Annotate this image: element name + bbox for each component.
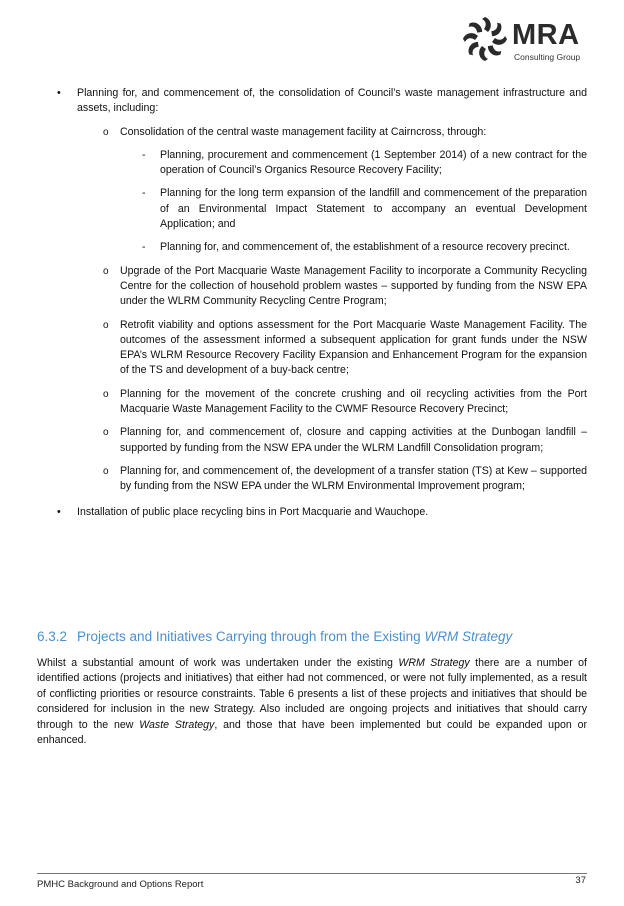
dash-list-item bbox=[120, 148, 587, 179]
circle-bullet-icon: o bbox=[103, 465, 109, 477]
dash-list-item bbox=[120, 186, 587, 232]
sub-list-item bbox=[77, 464, 587, 495]
sub-list-item-text: Planning for the movement of the concrete crushing and oil recycling activities from the Port Macquarie Waste Management Facility to the CWMF Resource Recovery Precinct; bbox=[120, 387, 587, 416]
page-number: 37 bbox=[575, 875, 586, 886]
circle-bullet-icon: o bbox=[103, 427, 109, 439]
sub-list-item-text: Upgrade of the Port Macquarie Waste Management Facility to incorporate a Community Recycling Centre for the collection of household problem wastes – supported by funding from the NSW EPA under the WLRM Community Recycling Centre Program; bbox=[120, 264, 587, 308]
sub-list-item bbox=[77, 425, 587, 456]
list-item bbox=[37, 86, 587, 495]
sub-list-item-text: Planning for, and commencement of, the development of a transfer station (TS) at Kew – supported by funding from the NSW EPA under the WLRM Environmental Improvement program; bbox=[120, 464, 587, 493]
sub-list-item-text: Consolidation of the central waste management facility at Cairncross, through: bbox=[120, 125, 487, 138]
body-paragraph bbox=[37, 656, 587, 748]
sub-list-item bbox=[77, 387, 587, 418]
section-heading bbox=[37, 628, 587, 646]
sub-list-item bbox=[77, 264, 587, 310]
sub-list-item-text: Retrofit viability and options assessment for the Port Macquarie Waste Management Facility. The outcomes of the assessment informed a subsequent application for grant funds under the NSW EPA’s WLRM Resource Recovery Facility Expansion and Enhancement Program for the expansion of the TS and development of a buy-back centre; bbox=[120, 318, 587, 377]
circle-bullet-icon: o bbox=[103, 388, 109, 400]
logo-text: MRA bbox=[512, 19, 580, 51]
logo-subtitle: Consulting Group bbox=[514, 52, 581, 62]
list-item-text: Installation of public place recycling bins in Port Macquarie and Wauchope. bbox=[77, 505, 429, 518]
circle-bullet-icon: o bbox=[103, 319, 109, 331]
dash-list-item-text: Planning for the long term expansion of the landfill and commencement of the preparation of an Environmental Impact Statement to accompany an eventual Development Application; and bbox=[160, 187, 587, 231]
paragraph-text: there are a number of identified actions (projects and initiatives) that either had not commenced, or were not fully implemented, as a result of conflicting priorities or resource constraints. Table 6 presents a list of these projects and initiatives that should be considered for inclusion in the new Strategy. Also included are ongoing projects and initiatives that should carry through to the new bbox=[37, 657, 587, 731]
dash-bullet-icon: - bbox=[142, 241, 146, 254]
section-title-italic: WRM Strategy bbox=[424, 629, 513, 644]
dash-bullet-icon: - bbox=[142, 148, 146, 161]
section-title: Projects and Initiatives Carrying through from the Existing bbox=[77, 629, 425, 644]
paragraph-italic-text: Waste Strategy bbox=[139, 718, 215, 731]
sub-list-item bbox=[77, 125, 587, 256]
dash-bullet-icon: - bbox=[142, 187, 146, 200]
footer-report-title: PMHC Background and Options Report bbox=[37, 879, 204, 890]
paragraph-text: Whilst a substantial amount of work was undertaken under the existing bbox=[37, 657, 399, 669]
dash-list-item-text: Planning for, and commencement of, the establishment of a resource recovery precinct. bbox=[160, 241, 570, 254]
bullet-icon: • bbox=[57, 87, 61, 99]
sub-list-item-text: Planning for, and commencement of, closure and capping activities at the Dunbogan landfill – supported by funding from the NSW EPA under the WLRM Landfill Consolidation program; bbox=[120, 426, 587, 454]
paragraph-text: , and those that have been implemented but could be expanded upon or enhanced. bbox=[37, 718, 587, 747]
dash-list-item-text: Planning, procurement and commencement (1 September 2014) of a new contract for the operation of Council’s Organics Resource Recovery Facility; bbox=[160, 148, 587, 177]
dash-list-item bbox=[120, 240, 587, 255]
circle-bullet-icon: o bbox=[103, 126, 109, 138]
paragraph-italic-text: WRM Strategy bbox=[398, 657, 470, 669]
footer-divider bbox=[37, 873, 587, 874]
mra-logo bbox=[460, 12, 600, 74]
circle-bullet-icon: o bbox=[103, 265, 109, 277]
sub-list-item bbox=[77, 318, 587, 379]
list-item-text: Planning for, and commencement of, the consolidation of Council’s waste management infrastructure and assets, including: bbox=[77, 87, 587, 115]
logo-swirl-icon bbox=[460, 14, 510, 64]
section-number: 6.3.2 bbox=[37, 629, 68, 644]
bullet-icon: • bbox=[57, 505, 61, 518]
bullet-list bbox=[37, 86, 587, 520]
list-item bbox=[37, 505, 587, 520]
